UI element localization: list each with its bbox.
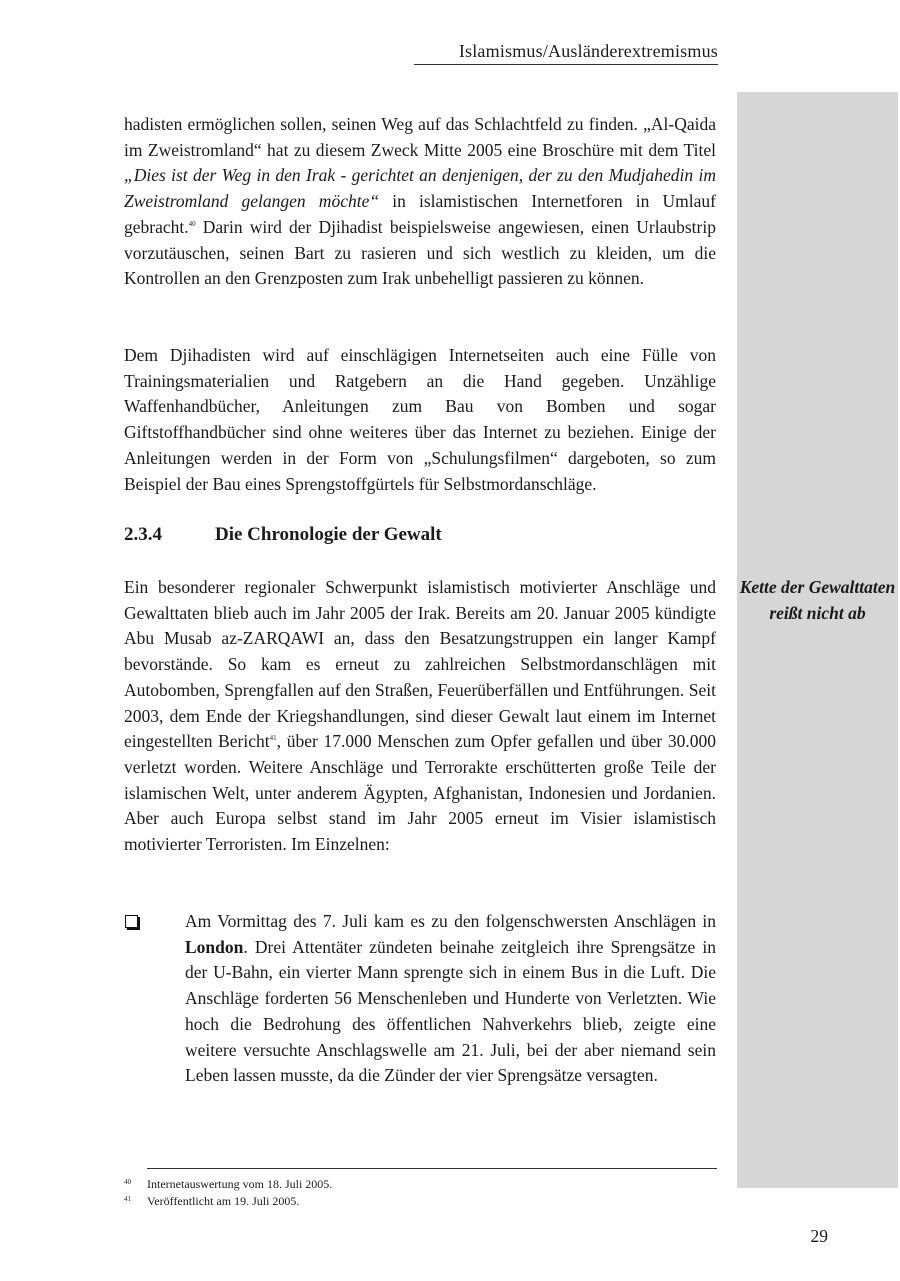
bullet-text-b: . Drei Attentäter zündeten beinahe zeitgleich ihre Sprengsätze in der U-Bahn, ein vierter Mann sprengte sich in einem Bus in die Luft. Die Anschläge forderten 56 Menschenleben und Hunderte von Verletzten. Wie hoch die Bedrohung des öffentlichen Nahverkehrs blieb, zeigte eine weitere versuchte Anschlagswelle am 21. Juli, bei der aber niemand sein Leben lassen musste, da die Zünder der vier Sprengsätze versagten. bbox=[185, 936, 716, 1086]
paragraph-1-text-c: Darin wird der Djihadist beispielsweise angewiesen, einen Urlaubstrip vorzutäuschen, seinen Bart zu rasieren und sich westlich zu kleiden, um die Kontrollen an den Grenzposten zum Irak unbehelligt passieren zu können. bbox=[124, 216, 716, 289]
paragraph-1 bbox=[124, 112, 716, 292]
footnote-ref-41: 41 bbox=[269, 734, 277, 743]
bullet-text bbox=[185, 909, 716, 1089]
bullet-city: London bbox=[185, 936, 244, 957]
footnote bbox=[124, 1193, 716, 1210]
checkbox-bullet-icon bbox=[125, 915, 138, 928]
bullet-text-a: Am Vormittag des 7. Juli kam es zu den folgenschwersten Anschlägen in bbox=[185, 911, 716, 931]
margin-note: Kette der Gewalttaten reißt nicht ab bbox=[739, 577, 896, 623]
footnote-text: Veröffentlicht am 19. Juli 2005. bbox=[147, 1194, 300, 1208]
footnote-text: Internetauswertung vom 18. Juli 2005. bbox=[147, 1177, 333, 1191]
section-title: Die Chronologie der Gewalt bbox=[215, 524, 442, 545]
section-number: 2.3.4 bbox=[124, 524, 162, 545]
paragraph-1-text-b: in islamistischen Internetforen in Umlauf gebracht. bbox=[124, 191, 716, 237]
footnote-number: 41 bbox=[124, 1195, 131, 1203]
footnote-number: 40 bbox=[124, 1178, 131, 1186]
paragraph-3-text-b: , über 17.000 Menschen zum Opfer gefallen und über 30.000 verletzt worden. Weitere Anschläge und Terrorakte erschütterten große Teile der islamischen Welt, unter anderem Ägypten, Afghanistan, Indonesien und Jordanien. Aber auch Europa selbst stand im Jahr 2005 erneut im Visier islamistisch motivierter Terroristen. Im Einzelnen: bbox=[124, 731, 717, 855]
paragraph-1-text-a: hadisten ermöglichen sollen, seinen Weg auf das Schlachtfeld zu finden. „Al-Qaida im Zweistromland“ hat zu diesem Zweck Mitte 2005 eine Broschüre mit dem Titel bbox=[124, 114, 716, 160]
footnotes bbox=[124, 1176, 716, 1210]
paragraph-2: Dem Djihadisten wird auf einschlägigen Internetseiten auch eine Fülle von Trainingsmaterialien und Ratgebern an die Hand gegeben. Unzählige Waffenhandbücher, Anleitungen zum Bau von Bomben und sogar Giftstoffhandbücher sind ohne weiteres über das Internet zu beziehen. Einige der Anleitungen werden in der Form von „Schulungsfilmen“ dargeboten, so zum Beispiel der Bau eines Sprengstoffgürtels für Selbstmordanschläge. bbox=[124, 345, 716, 494]
margin-sidebar bbox=[737, 92, 898, 1188]
footnote-rule bbox=[147, 1168, 717, 1169]
paragraph-3 bbox=[124, 575, 716, 858]
section-heading bbox=[124, 522, 716, 548]
brochure-title: „Dies ist der Weg in den Irak - gerichtet an denjenigen, der zu den Mudjahedin im Zweistromland gelangen möchte“ bbox=[124, 165, 716, 212]
footnote-ref-40: 40 bbox=[188, 219, 196, 228]
running-header: Islamismus/Ausländerextremismus bbox=[414, 38, 718, 65]
paragraph-3-text-a: Ein besonderer regionaler Schwerpunkt islamistisch motivierter Anschläge und Gewalttaten blieb auch im Jahr 2005 der Irak. Bereits am 20. Januar 2005 kündigte Abu Musab az-ZARQAWI an, dass den Besatzungstruppen ein langer Kampf bevorstände. So kam es erneut zu zahlreichen Selbstmordanschlägen mit Autobomben, Sprengfallen auf den Straßen, Feuerüberfällen und Entführungen. Seit 2003, dem Ende der Kriegshandlungen, sind dieser Gewalt laut einem im Internet eingestellten Bericht bbox=[124, 577, 716, 752]
page-number: 29 bbox=[810, 1226, 828, 1246]
footnote bbox=[124, 1176, 716, 1193]
